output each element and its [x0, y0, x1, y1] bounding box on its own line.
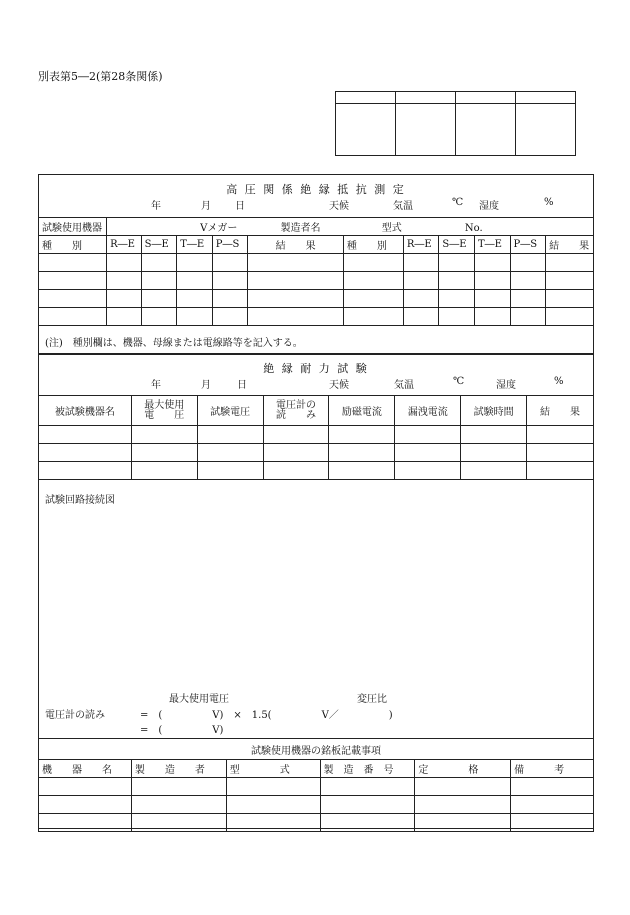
wt-col-device: 被試験機器名 [39, 396, 132, 426]
ir-year: 年 [151, 201, 161, 212]
manufacturer-label: 製造者名 [280, 223, 321, 234]
ir-col-type: 種 別 [39, 236, 107, 254]
approval-stamp-box [335, 91, 576, 156]
ir-row [39, 308, 594, 326]
nameplate-title: 試験使用機器の銘板記載事項 [251, 746, 381, 757]
ir-col-se: S―E [141, 236, 177, 254]
wt-col-leakage: 漏洩電流 [395, 396, 461, 426]
ir-col-result-2: 結 果 [546, 236, 594, 254]
model-label: 型式 [381, 223, 402, 234]
ir-row [39, 254, 594, 272]
wt-col-time: 試験時間 [461, 396, 527, 426]
wt-percent: % [554, 376, 564, 387]
withstand-table [38, 395, 594, 480]
formula-1: = ( V) × 1.5( V／ ) [140, 710, 393, 721]
ir-weather: 天候 [329, 201, 349, 212]
wt-humidity: 湿度 [496, 380, 516, 391]
ir-celsius: ℃ [452, 197, 464, 208]
ratio-label: 変圧比 [357, 694, 387, 705]
ir-row [39, 290, 594, 308]
section-divider [39, 738, 593, 739]
wt-row [39, 462, 594, 480]
max-voltage-label: 最大使用電圧 [169, 694, 229, 705]
ir-col-ps-2: P―S [510, 236, 546, 254]
number-label: No. [464, 223, 483, 234]
reading-label: 電圧計の読み [45, 710, 105, 721]
wt-col-voltmeter [263, 396, 329, 426]
stamp-cell [396, 92, 456, 104]
np-col-maker: 製 造 者 [131, 760, 226, 778]
ir-col-te-2: T―E [474, 236, 510, 254]
ir-col-re: R―E [107, 236, 142, 254]
stamp-cell [516, 104, 576, 156]
wt-col-result: 結 果 [527, 396, 594, 426]
wt-year: 年 [151, 380, 161, 391]
stamp-cell [336, 104, 396, 156]
np-row [39, 814, 594, 832]
wt-col-test-voltage: 試験電圧 [197, 396, 263, 426]
form-frame [38, 174, 594, 829]
ir-col-ps: P―S [212, 236, 248, 254]
ir-row [39, 272, 594, 290]
wt-row [39, 444, 594, 462]
equipment-fields [107, 218, 594, 236]
np-col-notes: 備 考 [511, 760, 594, 778]
stamp-cell [456, 92, 516, 104]
ir-col-result: 結 果 [248, 236, 344, 254]
ir-col-re-2: R―E [403, 236, 439, 254]
wt-day: 日 [237, 380, 247, 391]
wt-row [39, 426, 594, 444]
formula-2: = ( V) [140, 725, 224, 736]
circuit-label: 試験回路接続図 [45, 495, 115, 506]
stamp-cell [396, 104, 456, 156]
wt-col-excitation: 励磁電流 [329, 396, 395, 426]
wt-col-max-line1: 最大使用 [144, 399, 185, 411]
ir-percent: % [544, 197, 554, 208]
wt-col-max-line2: 電 圧 [144, 409, 185, 421]
wt-celsius: ℃ [453, 376, 465, 387]
document-title: 別表第5―2(第28条関係) [38, 70, 163, 83]
wt-weather: 天候 [329, 380, 349, 391]
wt-col-volt-line2: 読 み [276, 409, 317, 421]
stamp-cell [456, 104, 516, 156]
wt-temp: 気温 [394, 380, 414, 391]
ir-col-type-2: 種 別 [343, 236, 403, 254]
equipment-label: 試験使用機器 [39, 218, 107, 236]
stamp-cell [336, 92, 396, 104]
insulation-title: 高 圧 関 係 絶 縁 抵 抗 測 定 [226, 183, 406, 196]
ir-col-te: T―E [177, 236, 213, 254]
megger-label: Vメガー [200, 223, 238, 234]
ir-temp: 気温 [393, 201, 413, 212]
ir-col-se-2: S―E [439, 236, 475, 254]
wt-col-volt-line1: 電圧計の [276, 399, 317, 411]
wt-col-max-voltage [131, 396, 197, 426]
ir-day: 日 [235, 201, 245, 212]
ir-humidity: 湿度 [479, 201, 499, 212]
np-col-rating: 定 格 [415, 760, 511, 778]
withstand-title: 絶 縁 耐 力 試 験 [263, 362, 369, 375]
ir-month: 月 [201, 201, 211, 212]
np-col-model: 型 式 [226, 760, 320, 778]
wt-month: 月 [201, 380, 211, 391]
np-row [39, 778, 594, 796]
np-col-device: 機 器 名 [39, 760, 132, 778]
np-col-serial: 製 造 番 号 [320, 760, 415, 778]
insulation-table [38, 217, 594, 326]
stamp-cell [516, 92, 576, 104]
np-row [39, 796, 594, 814]
nameplate-table [38, 759, 594, 832]
section-divider [39, 353, 593, 355]
insulation-note: (注) 種別欄は、機器、母線または電線路等を記入する。 [45, 338, 303, 349]
